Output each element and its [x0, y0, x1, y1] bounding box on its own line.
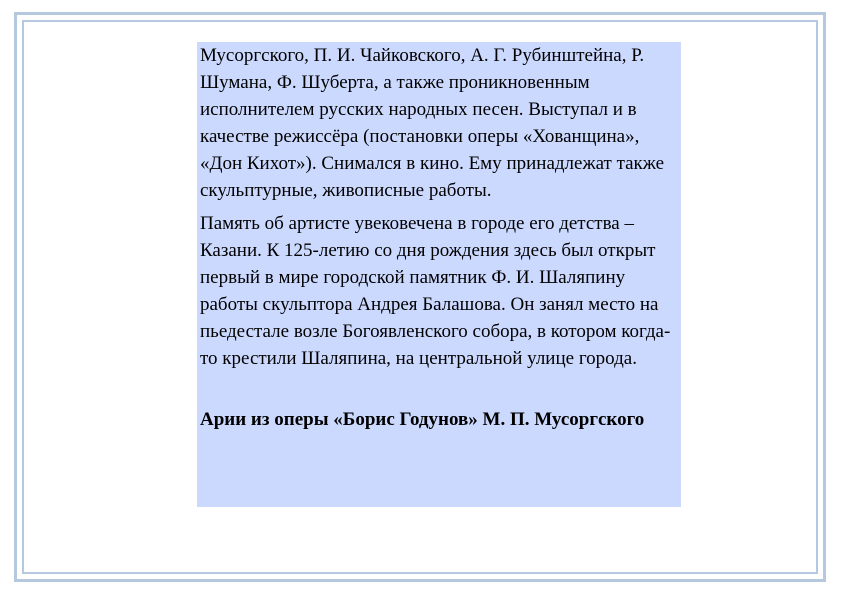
section-heading: Арии из оперы «Борис Годунов» М. П. Мусоргского	[200, 409, 645, 430]
paragraph-memory: Память об артисте увековечена в городе его детства – Казани. К 125-летию со дня рождения здесь был открыт первый в мире городской памятник Ф. И. Шаляпину работы скульптора Андрея Балашова. Он занял место на пьедестале возле Богоявленского собора, в котором когда-то крестили Шаляпина, на центральной улице города.	[200, 213, 671, 369]
text-block	[197, 42, 681, 507]
paragraph-biography: Мусоргского, П. И. Чайковского, А. Г. Рубинштейна, Р. Шумана, Ф. Шуберта, а также проникновенным исполнителем русских народных песен. Выступал и в качестве режиссёра (постановки оперы «Хованщина», «Дон Кихот»). Снимался в кино. Ему принадлежат также скульптурные, живописные работы.	[200, 45, 665, 201]
